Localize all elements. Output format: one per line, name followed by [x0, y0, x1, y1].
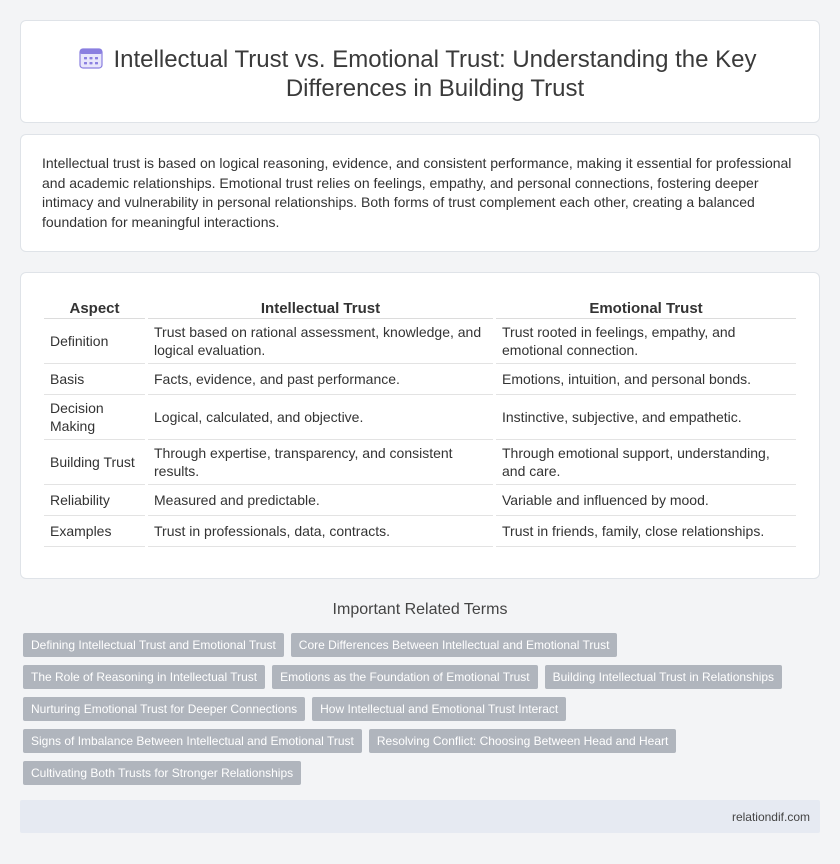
- intellectual-cell: Trust based on rational assessment, knowledge, and logical evaluation.: [148, 319, 493, 364]
- intro-paragraph: Intellectual trust is based on logical reasoning, evidence, and consistent performance, making it essential for professional and academic relationships. Emotional trust relies on feelings, empathy, and personal connections, fostering deeper intimacy and vulnerability in personal relationships. Both forms of trust complement each other, creating a balanced foundation for meaningful interactions.: [42, 155, 792, 230]
- related-term-tag[interactable]: How Intellectual and Emotional Trust Interact: [312, 697, 566, 721]
- title-card: [20, 20, 820, 123]
- table-row: [44, 364, 796, 395]
- emotional-cell: Emotions, intuition, and personal bonds.: [496, 364, 796, 395]
- related-term-tag[interactable]: Emotions as the Foundation of Emotional Trust: [272, 665, 537, 689]
- aspect-cell: Reliability: [44, 485, 145, 516]
- intro-card: [20, 134, 820, 252]
- related-term-tag[interactable]: Core Differences Between Intellectual and Emotional Trust: [291, 633, 618, 657]
- header-aspect: Aspect: [44, 295, 145, 319]
- related-term-tag[interactable]: Signs of Imbalance Between Intellectual and Emotional Trust: [23, 729, 362, 753]
- header-intellectual-trust: Intellectual Trust: [148, 295, 493, 319]
- emotional-cell: Variable and influenced by mood.: [496, 485, 796, 516]
- related-term-tag[interactable]: Nurturing Emotional Trust for Deeper Connections: [23, 697, 305, 721]
- intellectual-cell: Trust in professionals, data, contracts.: [148, 516, 493, 547]
- emotional-cell: Trust rooted in feelings, empathy, and emotional connection.: [496, 319, 796, 364]
- table-row: [44, 395, 796, 440]
- page-title: Intellectual Trust vs. Emotional Trust: Understanding the Key Differences in Building Trust: [113, 46, 757, 102]
- aspect-cell: Examples: [44, 516, 145, 547]
- table-row: [44, 485, 796, 516]
- intellectual-cell: Through expertise, transparency, and consistent results.: [148, 440, 493, 485]
- related-terms-list: [23, 633, 803, 785]
- aspect-cell: Decision Making: [44, 395, 145, 440]
- aspect-cell: Basis: [44, 364, 145, 395]
- table-row: [44, 516, 796, 547]
- aspect-cell: Definition: [44, 319, 145, 364]
- related-term-tag[interactable]: Cultivating Both Trusts for Stronger Relationships: [23, 761, 301, 785]
- related-terms-heading: Important Related Terms: [332, 601, 508, 618]
- related-term-tag[interactable]: The Role of Reasoning in Intellectual Trust: [23, 665, 265, 689]
- table-row: [44, 319, 796, 364]
- header-emotional-trust: Emotional Trust: [496, 295, 796, 319]
- intellectual-cell: Measured and predictable.: [148, 485, 493, 516]
- comparison-table-card: [20, 272, 820, 579]
- emotional-cell: Trust in friends, family, close relationships.: [496, 516, 796, 547]
- aspect-cell: Building Trust: [44, 440, 145, 485]
- related-term-tag[interactable]: Building Intellectual Trust in Relationships: [545, 665, 782, 689]
- intellectual-cell: Facts, evidence, and past performance.: [148, 364, 493, 395]
- footer-site-link[interactable]: relationdif.com: [731, 810, 810, 824]
- table-header-row: [44, 295, 796, 319]
- comparison-table: [41, 295, 799, 547]
- related-term-tag[interactable]: Defining Intellectual Trust and Emotional Trust: [23, 633, 284, 657]
- footer: [20, 800, 820, 833]
- table-row: [44, 440, 796, 485]
- intellectual-cell: Logical, calculated, and objective.: [148, 395, 493, 440]
- emotional-cell: Instinctive, subjective, and empathetic.: [496, 395, 796, 440]
- related-term-tag[interactable]: Resolving Conflict: Choosing Between Head and Heart: [369, 729, 677, 753]
- emotional-cell: Through emotional support, understanding, and care.: [496, 440, 796, 485]
